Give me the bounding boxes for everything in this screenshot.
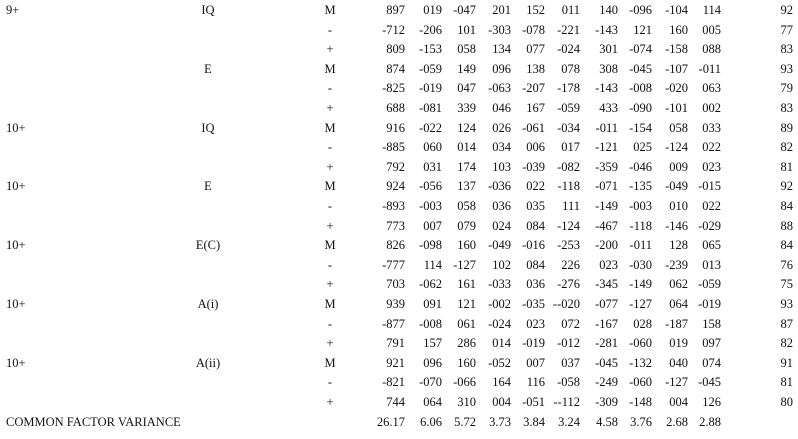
value-cell: -077 (595, 297, 618, 311)
value-cell: 286 (457, 336, 476, 351)
value-cell: -016 (522, 238, 545, 253)
value-cell: -249 (595, 375, 618, 390)
value-cell: 058 (457, 199, 476, 213)
group-label: + (326, 277, 334, 292)
value-cell: 005 (702, 22, 721, 37)
value-cell: 164 (492, 375, 511, 390)
value-cell: 167 (526, 101, 545, 115)
value-cell: 809 (386, 42, 405, 57)
value-cell: 149 (457, 61, 476, 76)
variance-value: 5.72 (454, 414, 476, 429)
value-cell: 034 (492, 140, 511, 155)
value-cell: -178 (557, 81, 580, 96)
value-cell: 023 (526, 316, 545, 331)
value-cell: -003 (629, 199, 652, 213)
value-cell: 033 (702, 120, 721, 135)
value-cell: 116 (526, 375, 545, 390)
value-cell: 124 (457, 120, 476, 135)
group-label: M (324, 3, 336, 17)
value-cell: -062 (419, 277, 442, 292)
value-cell: -049 (665, 179, 688, 194)
value-cell: 040 (669, 355, 688, 370)
value-cell: 93 (780, 297, 793, 311)
value-cell: 064 (423, 395, 442, 409)
value-cell: -132 (629, 355, 652, 370)
value-cell: -143 (595, 22, 618, 37)
value-cell: -127 (629, 297, 652, 311)
group-label: - (327, 199, 333, 213)
value-cell: -148 (629, 395, 652, 409)
value-cell: -098 (419, 238, 442, 253)
value-cell: 037 (561, 355, 580, 370)
value-cell: -060 (629, 336, 652, 351)
value-cell: -039 (522, 159, 545, 174)
age-label: 10+ (6, 238, 26, 253)
value-cell: -821 (382, 375, 405, 390)
value-cell: -885 (382, 140, 405, 155)
value-cell: 114 (702, 3, 721, 17)
value-cell: -074 (629, 42, 652, 57)
value-cell: 014 (492, 336, 511, 351)
value-cell: -047 (453, 3, 476, 17)
value-cell: -002 (488, 297, 511, 311)
value-cell: -011 (629, 238, 652, 253)
value-cell: -070 (419, 375, 442, 390)
value-cell: -011 (595, 120, 618, 135)
value-cell: -066 (453, 375, 476, 390)
test-label: E (204, 61, 212, 76)
value-cell: -167 (595, 316, 618, 331)
value-cell: 138 (526, 61, 545, 76)
value-cell: 004 (669, 395, 688, 409)
value-cell: 013 (702, 257, 721, 272)
value-cell: 091 (423, 297, 442, 311)
value-cell: -345 (595, 277, 618, 292)
variance-value: 3.84 (523, 414, 545, 429)
value-cell: -011 (698, 61, 721, 76)
value-cell: -033 (488, 277, 511, 292)
value-cell: 036 (492, 199, 511, 213)
value-cell: 009 (669, 159, 688, 174)
value-cell: -020 (665, 81, 688, 96)
value-cell: 744 (386, 395, 405, 409)
value-cell: 121 (457, 297, 476, 311)
value-cell: -200 (595, 238, 618, 253)
value-cell: -049 (488, 238, 511, 253)
value-cell: 921 (386, 355, 405, 370)
value-cell: 160 (457, 238, 476, 253)
value-cell: 007 (526, 355, 545, 370)
value-cell: 84 (780, 238, 793, 253)
test-label: IQ (201, 120, 215, 135)
value-cell: 007 (423, 218, 442, 233)
value-cell: -253 (557, 238, 580, 253)
value-cell: 433 (599, 101, 618, 115)
group-label: - (327, 22, 333, 37)
value-cell: 308 (599, 61, 618, 76)
value-cell: 226 (561, 257, 580, 272)
age-label: 10+ (6, 355, 26, 370)
value-cell: 064 (669, 297, 688, 311)
value-cell: 084 (526, 218, 545, 233)
value-cell: 688 (386, 101, 405, 115)
variance-value: 3.73 (489, 414, 511, 429)
value-cell: 160 (457, 355, 476, 370)
value-cell: 76 (780, 257, 793, 272)
value-cell: 140 (599, 3, 618, 17)
value-cell: -107 (665, 61, 688, 76)
value-cell: -019 (522, 336, 545, 351)
value-cell: 036 (526, 277, 545, 292)
value-cell: 031 (423, 159, 442, 174)
value-cell: 92 (780, 179, 793, 194)
group-label: - (327, 375, 333, 390)
value-cell: 096 (423, 355, 442, 370)
value-cell: -058 (557, 375, 580, 390)
value-cell: 078 (561, 61, 580, 76)
value-cell: -187 (665, 316, 688, 331)
value-cell: -022 (419, 120, 442, 135)
value-cell: 84 (780, 199, 793, 213)
value-cell: 128 (669, 238, 688, 253)
value-cell: -046 (629, 159, 652, 174)
value-cell: -045 (698, 375, 721, 390)
value-cell: 92 (780, 3, 793, 17)
age-label: 10+ (6, 179, 26, 194)
group-label: M (324, 355, 336, 370)
value-cell: 019 (423, 3, 442, 17)
value-cell: 024 (492, 218, 511, 233)
value-cell: -030 (629, 257, 652, 272)
value-cell: 82 (780, 140, 793, 155)
age-label: 10+ (6, 297, 26, 311)
value-cell: -036 (488, 179, 511, 194)
value-cell: -061 (522, 120, 545, 135)
value-cell: -143 (595, 81, 618, 96)
value-cell: -034 (557, 120, 580, 135)
value-cell: 004 (492, 395, 511, 409)
value-cell: -207 (522, 81, 545, 96)
value-cell: 022 (702, 140, 721, 155)
value-cell: -893 (382, 199, 405, 213)
value-cell: 916 (386, 120, 405, 135)
value-cell: 074 (702, 355, 721, 370)
value-cell: -019 (419, 81, 442, 96)
value-cell: 87 (780, 316, 793, 331)
variance-value: 3.76 (630, 414, 652, 429)
group-label: - (327, 316, 333, 331)
group-label: M (324, 238, 336, 253)
value-cell: -118 (557, 179, 580, 194)
value-cell: -059 (419, 61, 442, 76)
value-cell: 137 (457, 179, 476, 194)
value-cell: 028 (633, 316, 652, 331)
value-cell: -127 (665, 375, 688, 390)
value-cell: -052 (488, 355, 511, 370)
value-cell: 096 (492, 61, 511, 76)
value-cell: 035 (526, 199, 545, 213)
value-cell: -059 (557, 101, 580, 115)
value-cell: 062 (669, 277, 688, 292)
value-cell: 023 (599, 257, 618, 272)
value-cell: 134 (492, 42, 511, 57)
value-cell: -081 (419, 101, 442, 115)
value-cell: 88 (780, 218, 793, 233)
common-factor-variance-label: COMMON FACTOR VARIANCE (6, 414, 181, 429)
value-cell: -090 (629, 101, 652, 115)
value-cell: 161 (457, 277, 476, 292)
value-cell: 022 (526, 179, 545, 194)
value-cell: -153 (419, 42, 442, 57)
value-cell: -003 (419, 199, 442, 213)
value-cell: 023 (702, 159, 721, 174)
value-cell: 81 (780, 375, 793, 390)
value-cell: 019 (669, 336, 688, 351)
group-label: + (326, 42, 334, 57)
test-label: E (204, 179, 212, 194)
value-cell: 301 (599, 42, 618, 57)
value-cell: -056 (419, 179, 442, 194)
value-cell: 158 (702, 316, 721, 331)
value-cell: -104 (665, 3, 688, 17)
value-cell: 047 (457, 81, 476, 96)
value-cell: 101 (457, 22, 476, 37)
value-cell: 061 (457, 316, 476, 331)
group-label: - (327, 140, 333, 155)
value-cell: -008 (629, 81, 652, 96)
value-cell: 103 (492, 159, 511, 174)
value-cell: 80 (780, 395, 793, 409)
value-cell: 91 (780, 355, 793, 370)
value-cell: -124 (557, 218, 580, 233)
value-cell: 026 (492, 120, 511, 135)
variance-value: 2.88 (699, 414, 721, 429)
value-cell: 084 (526, 257, 545, 272)
test-label: IQ (201, 3, 215, 17)
value-cell: -096 (629, 3, 652, 17)
value-cell: 072 (561, 316, 580, 331)
value-cell: 826 (386, 238, 405, 253)
value-cell: 157 (423, 336, 442, 351)
variance-value: 26.17 (376, 414, 405, 429)
group-label: M (324, 297, 336, 311)
value-cell: 017 (561, 140, 580, 155)
value-cell: --020 (552, 297, 580, 311)
group-label: + (326, 101, 334, 115)
value-cell: 011 (561, 3, 580, 17)
value-cell: 310 (457, 395, 476, 409)
value-cell: -059 (698, 277, 721, 292)
test-label: A(ii) (195, 355, 221, 370)
value-cell: 025 (633, 140, 652, 155)
value-cell: -206 (419, 22, 442, 37)
value-cell: 046 (492, 101, 511, 115)
value-cell: -124 (665, 140, 688, 155)
value-cell: 058 (457, 42, 476, 57)
group-label: + (326, 336, 334, 351)
value-cell: 088 (702, 42, 721, 57)
value-cell: -012 (557, 336, 580, 351)
value-cell: -149 (595, 199, 618, 213)
value-cell: 79 (780, 81, 793, 96)
value-cell: 939 (386, 297, 405, 311)
value-cell: -281 (595, 336, 618, 351)
value-cell: -158 (665, 42, 688, 57)
value-cell: -154 (629, 120, 652, 135)
value-cell: 201 (492, 3, 511, 17)
group-label: M (324, 179, 336, 194)
value-cell: -135 (629, 179, 652, 194)
value-cell: -101 (665, 101, 688, 115)
value-cell: 058 (669, 120, 688, 135)
age-label: 9+ (6, 3, 20, 17)
value-cell: -777 (382, 257, 405, 272)
value-cell: -051 (522, 395, 545, 409)
value-cell: -877 (382, 316, 405, 331)
value-cell: -712 (382, 22, 405, 37)
value-cell: -019 (698, 297, 721, 311)
value-cell: 079 (457, 218, 476, 233)
group-label: - (327, 257, 333, 272)
value-cell: 339 (457, 101, 476, 115)
value-cell: -359 (595, 159, 618, 174)
value-cell: -146 (665, 218, 688, 233)
value-cell: 792 (386, 159, 405, 174)
value-cell: -149 (629, 277, 652, 292)
value-cell: 874 (386, 61, 405, 76)
value-cell: -118 (629, 218, 652, 233)
value-cell: 102 (492, 257, 511, 272)
value-cell: 89 (780, 120, 793, 135)
value-cell: 174 (457, 159, 476, 174)
variance-value: 3.24 (558, 414, 580, 429)
value-cell: -060 (629, 375, 652, 390)
value-cell: 83 (780, 42, 793, 57)
value-cell: -127 (453, 257, 476, 272)
value-cell: -078 (522, 22, 545, 37)
group-label: + (326, 159, 334, 174)
value-cell: -082 (557, 159, 580, 174)
value-cell: 791 (386, 336, 405, 351)
group-label: - (327, 81, 333, 96)
value-cell: 010 (669, 199, 688, 213)
value-cell: 82 (780, 336, 793, 351)
value-cell: 114 (423, 257, 442, 272)
value-cell: 002 (702, 101, 721, 115)
variance-value: 2.68 (666, 414, 688, 429)
value-cell: 75 (780, 277, 793, 292)
group-label: M (324, 61, 336, 76)
value-cell: -303 (488, 22, 511, 37)
value-cell: -121 (595, 140, 618, 155)
value-cell: 897 (386, 3, 405, 17)
value-cell: -239 (665, 257, 688, 272)
variance-value: 6.06 (420, 414, 442, 429)
value-cell: -276 (557, 277, 580, 292)
value-cell: 006 (526, 140, 545, 155)
value-cell: 83 (780, 101, 793, 115)
value-cell: -045 (595, 355, 618, 370)
value-cell: -035 (522, 297, 545, 311)
value-cell: -024 (488, 316, 511, 331)
value-cell: 924 (386, 179, 405, 194)
value-cell: -024 (557, 42, 580, 57)
value-cell: -015 (698, 179, 721, 194)
value-cell: 93 (780, 61, 793, 76)
group-label: + (326, 395, 334, 409)
value-cell: --112 (553, 395, 580, 409)
value-cell: 81 (780, 159, 793, 174)
value-cell: 014 (457, 140, 476, 155)
group-label: + (326, 218, 334, 233)
value-cell: 111 (562, 199, 580, 213)
value-cell: -063 (488, 81, 511, 96)
value-cell: -467 (595, 218, 618, 233)
value-cell: 063 (702, 81, 721, 96)
value-cell: -008 (419, 316, 442, 331)
age-label: 10+ (6, 120, 26, 135)
value-cell: -221 (557, 22, 580, 37)
value-cell: 097 (702, 336, 721, 351)
value-cell: 022 (702, 199, 721, 213)
value-cell: 065 (702, 238, 721, 253)
value-cell: -029 (698, 218, 721, 233)
test-label: E(C) (195, 238, 221, 253)
value-cell: -309 (595, 395, 618, 409)
value-cell: -045 (629, 61, 652, 76)
value-cell: 773 (386, 218, 405, 233)
value-cell: 703 (386, 277, 405, 292)
value-cell: 077 (526, 42, 545, 57)
value-cell: -825 (382, 81, 405, 96)
value-cell: 77 (780, 22, 793, 37)
value-cell: 060 (423, 140, 442, 155)
group-label: M (324, 120, 336, 135)
value-cell: 152 (526, 3, 545, 17)
value-cell: 121 (633, 22, 652, 37)
value-cell: 126 (702, 395, 721, 409)
test-label: A(i) (197, 297, 219, 311)
variance-value: 4.58 (596, 414, 618, 429)
value-cell: -071 (595, 179, 618, 194)
value-cell: 160 (669, 22, 688, 37)
